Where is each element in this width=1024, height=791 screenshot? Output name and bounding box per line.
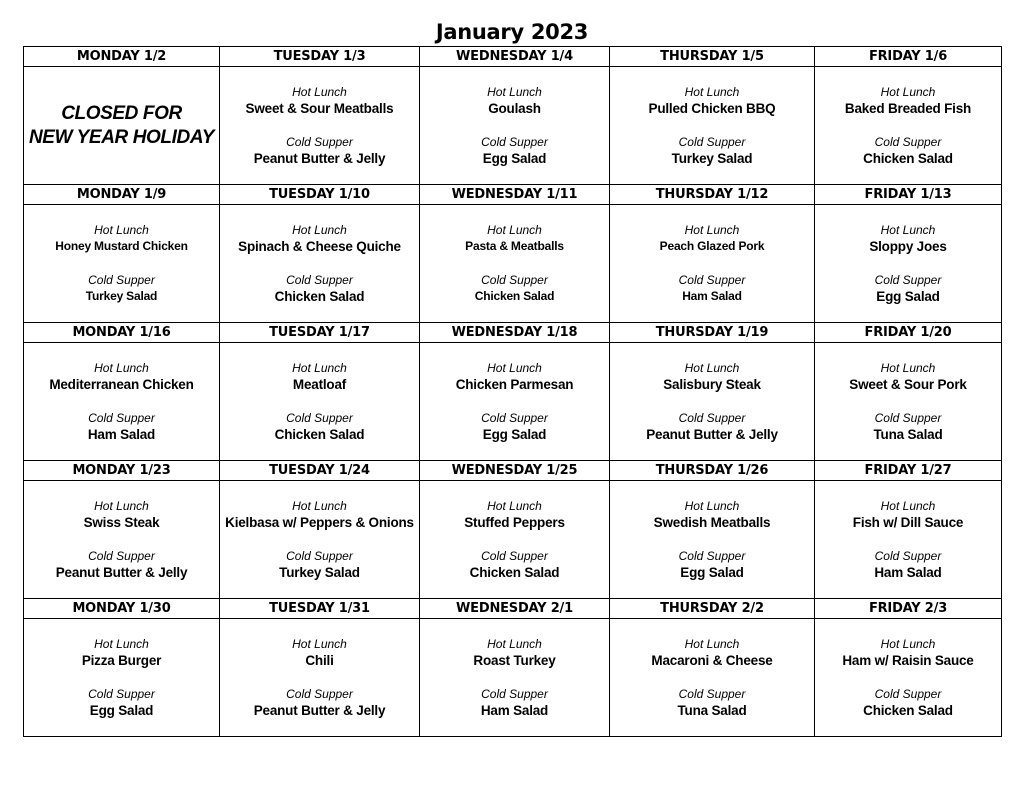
day-cell bbox=[220, 481, 420, 599]
meal-spacer bbox=[220, 669, 419, 687]
hot-lunch-label: Hot Lunch bbox=[292, 636, 347, 651]
cold-supper-dish: Ham Salad bbox=[480, 702, 549, 718]
meal-spacer bbox=[815, 393, 1001, 411]
cold-supper-dish: Egg Salad bbox=[482, 426, 547, 442]
meal-spacer bbox=[815, 255, 1001, 273]
cold-supper-dish: Tuna Salad bbox=[677, 702, 747, 718]
hot-lunch-dish: Mediterranean Chicken bbox=[49, 376, 194, 392]
day-header: THURSDAY 1/12 bbox=[610, 185, 815, 205]
day-header: FRIDAY 1/20 bbox=[815, 323, 1002, 343]
hot-lunch-dish: Salisbury Steak bbox=[663, 376, 761, 392]
cold-supper-label: Cold Supper bbox=[874, 686, 942, 701]
week-header-row bbox=[24, 47, 1002, 67]
hot-lunch-dish: Goulash bbox=[488, 100, 541, 116]
hot-lunch-dish: Pizza Burger bbox=[81, 652, 162, 668]
hot-lunch-label: Hot Lunch bbox=[684, 636, 740, 651]
hot-lunch-dish: Sloppy Joes bbox=[869, 238, 947, 254]
meal-spacer bbox=[420, 393, 609, 411]
day-cell bbox=[815, 205, 1002, 323]
hot-lunch-dish: Meatloaf bbox=[292, 376, 347, 392]
meal-spacer bbox=[420, 531, 609, 549]
hot-lunch-dish: Chicken Parmesan bbox=[455, 376, 574, 392]
hot-lunch-label: Hot Lunch bbox=[292, 360, 347, 375]
cold-supper-label: Cold Supper bbox=[481, 410, 548, 425]
day-cell bbox=[610, 67, 815, 185]
hot-lunch-label: Hot Lunch bbox=[880, 498, 936, 513]
menu-body bbox=[24, 47, 1002, 737]
meal-spacer bbox=[220, 255, 419, 273]
cold-supper-label: Cold Supper bbox=[88, 548, 155, 563]
day-header: THURSDAY 1/5 bbox=[610, 47, 815, 67]
cold-supper-dish: Peanut Butter & Jelly bbox=[253, 150, 386, 166]
day-cell bbox=[610, 205, 815, 323]
day-header: MONDAY 1/2 bbox=[24, 47, 220, 67]
cold-supper-dish: Turkey Salad bbox=[85, 288, 158, 303]
hot-lunch-label: Hot Lunch bbox=[684, 222, 740, 237]
day-cell bbox=[610, 343, 815, 461]
meal-spacer bbox=[420, 669, 609, 687]
hot-lunch-dish: Sweet & Sour Meatballs bbox=[245, 100, 394, 116]
day-header: WEDNESDAY 2/1 bbox=[420, 599, 610, 619]
hot-lunch-label: Hot Lunch bbox=[487, 222, 542, 237]
hot-lunch-dish: Fish w/ Dill Sauce bbox=[852, 514, 964, 530]
hot-lunch-dish: Spinach & Cheese Quiche bbox=[238, 238, 401, 254]
day-cell bbox=[815, 619, 1002, 737]
day-header: WEDNESDAY 1/11 bbox=[420, 185, 610, 205]
day-header: FRIDAY 1/6 bbox=[815, 47, 1002, 67]
cold-supper-label: Cold Supper bbox=[286, 134, 353, 149]
day-header: THURSDAY 1/26 bbox=[610, 461, 815, 481]
cold-supper-dish: Turkey Salad bbox=[671, 150, 753, 166]
hot-lunch-label: Hot Lunch bbox=[94, 636, 149, 651]
day-cell bbox=[24, 67, 220, 185]
day-header: THURSDAY 1/19 bbox=[610, 323, 815, 343]
meal-spacer bbox=[24, 255, 219, 273]
day-header: WEDNESDAY 1/18 bbox=[420, 323, 610, 343]
day-cell bbox=[815, 481, 1002, 599]
hot-lunch-label: Hot Lunch bbox=[684, 360, 740, 375]
cold-supper-label: Cold Supper bbox=[286, 272, 353, 287]
meal-spacer bbox=[815, 117, 1001, 135]
cold-supper-dish: Ham Salad bbox=[87, 426, 156, 442]
day-header: WEDNESDAY 1/25 bbox=[420, 461, 610, 481]
day-header: TUESDAY 1/31 bbox=[220, 599, 420, 619]
week-menu-row bbox=[24, 67, 1002, 185]
hot-lunch-label: Hot Lunch bbox=[487, 636, 542, 651]
hot-lunch-dish: Swedish Meatballs bbox=[653, 514, 771, 530]
hot-lunch-label: Hot Lunch bbox=[880, 636, 936, 651]
day-cell bbox=[420, 619, 610, 737]
day-cell bbox=[220, 67, 420, 185]
cold-supper-label: Cold Supper bbox=[874, 548, 942, 563]
cold-supper-label: Cold Supper bbox=[481, 134, 548, 149]
week-menu-row bbox=[24, 481, 1002, 599]
day-cell bbox=[24, 343, 220, 461]
day-cell bbox=[220, 343, 420, 461]
hot-lunch-dish: Peach Glazed Pork bbox=[659, 238, 765, 253]
cold-supper-dish: Chicken Salad bbox=[469, 564, 560, 580]
day-cell bbox=[220, 619, 420, 737]
cold-supper-label: Cold Supper bbox=[678, 134, 746, 149]
day-cell bbox=[24, 619, 220, 737]
cold-supper-label: Cold Supper bbox=[286, 548, 353, 563]
day-cell bbox=[420, 343, 610, 461]
closed-notice-line1: CLOSED FOR bbox=[61, 102, 182, 124]
cold-supper-label: Cold Supper bbox=[481, 548, 548, 563]
week-menu-row bbox=[24, 619, 1002, 737]
day-cell bbox=[420, 481, 610, 599]
cold-supper-dish: Chicken Salad bbox=[274, 288, 365, 304]
day-cell bbox=[610, 619, 815, 737]
cold-supper-dish: Ham Salad bbox=[682, 288, 742, 303]
cold-supper-label: Cold Supper bbox=[88, 272, 155, 287]
cold-supper-dish: Tuna Salad bbox=[873, 426, 943, 442]
cold-supper-label: Cold Supper bbox=[481, 272, 548, 287]
meal-spacer bbox=[610, 393, 814, 411]
meal-spacer bbox=[420, 255, 609, 273]
cold-supper-dish: Egg Salad bbox=[680, 564, 744, 580]
meal-spacer bbox=[220, 117, 419, 135]
closed-notice-line2: NEW YEAR HOLIDAY bbox=[28, 126, 215, 148]
hot-lunch-label: Hot Lunch bbox=[292, 222, 347, 237]
hot-lunch-dish: Pulled Chicken BBQ bbox=[648, 100, 776, 116]
day-cell bbox=[24, 481, 220, 599]
hot-lunch-dish: Roast Turkey bbox=[473, 652, 556, 668]
meal-spacer bbox=[815, 531, 1001, 549]
cold-supper-dish: Peanut Butter & Jelly bbox=[646, 426, 778, 442]
day-cell bbox=[420, 67, 610, 185]
cold-supper-dish: Peanut Butter & Jelly bbox=[55, 564, 188, 580]
hot-lunch-dish: Sweet & Sour Pork bbox=[849, 376, 967, 392]
menu-calendar-table bbox=[23, 46, 1002, 737]
cold-supper-dish: Chicken Salad bbox=[863, 702, 953, 718]
hot-lunch-label: Hot Lunch bbox=[94, 222, 149, 237]
meal-spacer bbox=[610, 255, 814, 273]
meal-spacer bbox=[815, 669, 1001, 687]
cold-supper-label: Cold Supper bbox=[874, 410, 942, 425]
cold-supper-label: Cold Supper bbox=[678, 548, 746, 563]
meal-spacer bbox=[610, 531, 814, 549]
hot-lunch-dish: Ham w/ Raisin Sauce bbox=[842, 652, 974, 668]
hot-lunch-label: Hot Lunch bbox=[487, 360, 542, 375]
cold-supper-dish: Chicken Salad bbox=[863, 150, 953, 166]
day-header: MONDAY 1/23 bbox=[24, 461, 220, 481]
week-header-row bbox=[24, 599, 1002, 619]
day-header: MONDAY 1/30 bbox=[24, 599, 220, 619]
hot-lunch-label: Hot Lunch bbox=[94, 498, 149, 513]
hot-lunch-dish: Honey Mustard Chicken bbox=[55, 238, 188, 253]
meal-spacer bbox=[220, 393, 419, 411]
meal-spacer bbox=[24, 393, 219, 411]
day-cell bbox=[610, 481, 815, 599]
day-header: WEDNESDAY 1/4 bbox=[420, 47, 610, 67]
hot-lunch-label: Hot Lunch bbox=[94, 360, 149, 375]
page-title: January 2023 bbox=[435, 20, 589, 44]
day-header: TUESDAY 1/17 bbox=[220, 323, 420, 343]
hot-lunch-label: Hot Lunch bbox=[684, 84, 740, 99]
hot-lunch-label: Hot Lunch bbox=[292, 84, 347, 99]
day-cell bbox=[815, 343, 1002, 461]
meal-spacer bbox=[610, 117, 814, 135]
meal-spacer bbox=[24, 669, 219, 687]
hot-lunch-dish: Swiss Steak bbox=[83, 514, 160, 530]
day-header: THURSDAY 2/2 bbox=[610, 599, 815, 619]
meal-spacer bbox=[24, 531, 219, 549]
week-header-row bbox=[24, 185, 1002, 205]
day-cell bbox=[815, 67, 1002, 185]
hot-lunch-label: Hot Lunch bbox=[487, 498, 542, 513]
cold-supper-label: Cold Supper bbox=[678, 272, 746, 287]
hot-lunch-dish: Macaroni & Cheese bbox=[651, 652, 773, 668]
cold-supper-label: Cold Supper bbox=[286, 410, 353, 425]
day-header: TUESDAY 1/24 bbox=[220, 461, 420, 481]
cold-supper-label: Cold Supper bbox=[88, 410, 155, 425]
day-header: FRIDAY 1/27 bbox=[815, 461, 1002, 481]
week-menu-row bbox=[24, 343, 1002, 461]
cold-supper-dish: Egg Salad bbox=[482, 150, 547, 166]
cold-supper-label: Cold Supper bbox=[678, 686, 746, 701]
cold-supper-label: Cold Supper bbox=[874, 272, 942, 287]
hot-lunch-label: Hot Lunch bbox=[487, 84, 542, 99]
cold-supper-label: Cold Supper bbox=[678, 410, 746, 425]
week-header-row bbox=[24, 461, 1002, 481]
cold-supper-label: Cold Supper bbox=[286, 686, 353, 701]
day-cell bbox=[24, 205, 220, 323]
hot-lunch-label: Hot Lunch bbox=[880, 222, 936, 237]
day-header: TUESDAY 1/10 bbox=[220, 185, 420, 205]
week-menu-row bbox=[24, 205, 1002, 323]
day-header: TUESDAY 1/3 bbox=[220, 47, 420, 67]
hot-lunch-label: Hot Lunch bbox=[684, 498, 740, 513]
day-header: FRIDAY 2/3 bbox=[815, 599, 1002, 619]
cold-supper-dish: Egg Salad bbox=[89, 702, 154, 718]
hot-lunch-label: Hot Lunch bbox=[880, 360, 936, 375]
hot-lunch-label: Hot Lunch bbox=[880, 84, 936, 99]
cold-supper-dish: Egg Salad bbox=[876, 288, 940, 304]
cold-supper-dish: Peanut Butter & Jelly bbox=[253, 702, 386, 718]
week-header-row bbox=[24, 323, 1002, 343]
cold-supper-dish: Turkey Salad bbox=[279, 564, 360, 580]
day-cell bbox=[220, 205, 420, 323]
hot-lunch-dish: Kielbasa w/ Peppers & Onions bbox=[225, 514, 414, 530]
cold-supper-dish: Chicken Salad bbox=[474, 288, 555, 303]
hot-lunch-dish: Pasta & Meatballs bbox=[465, 238, 564, 253]
hot-lunch-dish: Chili bbox=[305, 652, 334, 668]
hot-lunch-dish: Baked Breaded Fish bbox=[844, 100, 972, 116]
meal-spacer bbox=[220, 531, 419, 549]
cold-supper-label: Cold Supper bbox=[88, 686, 155, 701]
cold-supper-dish: Ham Salad bbox=[874, 564, 942, 580]
day-header: MONDAY 1/16 bbox=[24, 323, 220, 343]
cold-supper-dish: Chicken Salad bbox=[274, 426, 365, 442]
cold-supper-label: Cold Supper bbox=[874, 134, 942, 149]
day-header: MONDAY 1/9 bbox=[24, 185, 220, 205]
meal-spacer bbox=[420, 117, 609, 135]
hot-lunch-label: Hot Lunch bbox=[292, 498, 347, 513]
day-header: FRIDAY 1/13 bbox=[815, 185, 1002, 205]
day-cell bbox=[420, 205, 610, 323]
cold-supper-label: Cold Supper bbox=[481, 686, 548, 701]
meal-spacer bbox=[610, 669, 814, 687]
hot-lunch-dish: Stuffed Peppers bbox=[464, 514, 565, 530]
